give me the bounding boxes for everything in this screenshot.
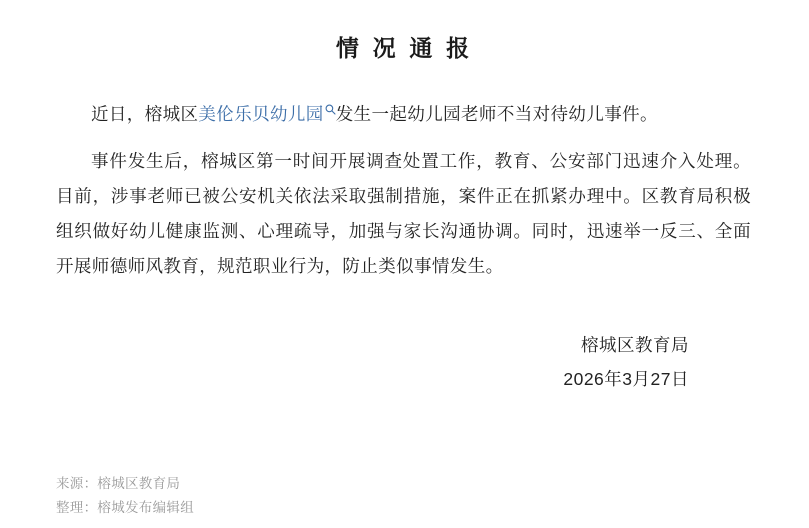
page-title: 情 况 通 报 [335, 36, 474, 61]
search-icon[interactable] [325, 104, 336, 115]
footer-editor: 整理：榕城发布编辑组 [56, 500, 194, 515]
kindergarten-name-link[interactable] [198, 104, 335, 124]
paragraph-1-suffix: 发生一起幼儿园老师不当对待幼儿事件。 [335, 104, 658, 124]
footer-block [56, 472, 194, 520]
paragraph-1-prefix: 近日，榕城区 [91, 104, 199, 124]
signature-issuer: 榕城区教育局 [581, 335, 689, 355]
footer-source: 来源：榕城区教育局 [56, 476, 181, 491]
document-page [0, 30, 809, 528]
paragraph-2: 事件发生后，榕城区第一时间开展调查处置工作，教育、公安部门迅速介入处理。目前，涉事老师已被公安机关依法采取强制措施，案件正在抓紧办理中。区教育局积极组织做好幼儿健康监测、心理疏导，加强与家长沟通协调。同时，迅速举一反三、全面开展师德师风教育，规范职业行为，防止类似事情发生。 [56, 151, 751, 276]
document-body [0, 97, 809, 396]
signature-block [56, 328, 751, 396]
signature-date: 2026年3月27日 [563, 369, 689, 389]
kindergarten-name-text: 美伦乐贝幼儿园 [198, 104, 324, 124]
paragraph-1 [56, 97, 751, 132]
